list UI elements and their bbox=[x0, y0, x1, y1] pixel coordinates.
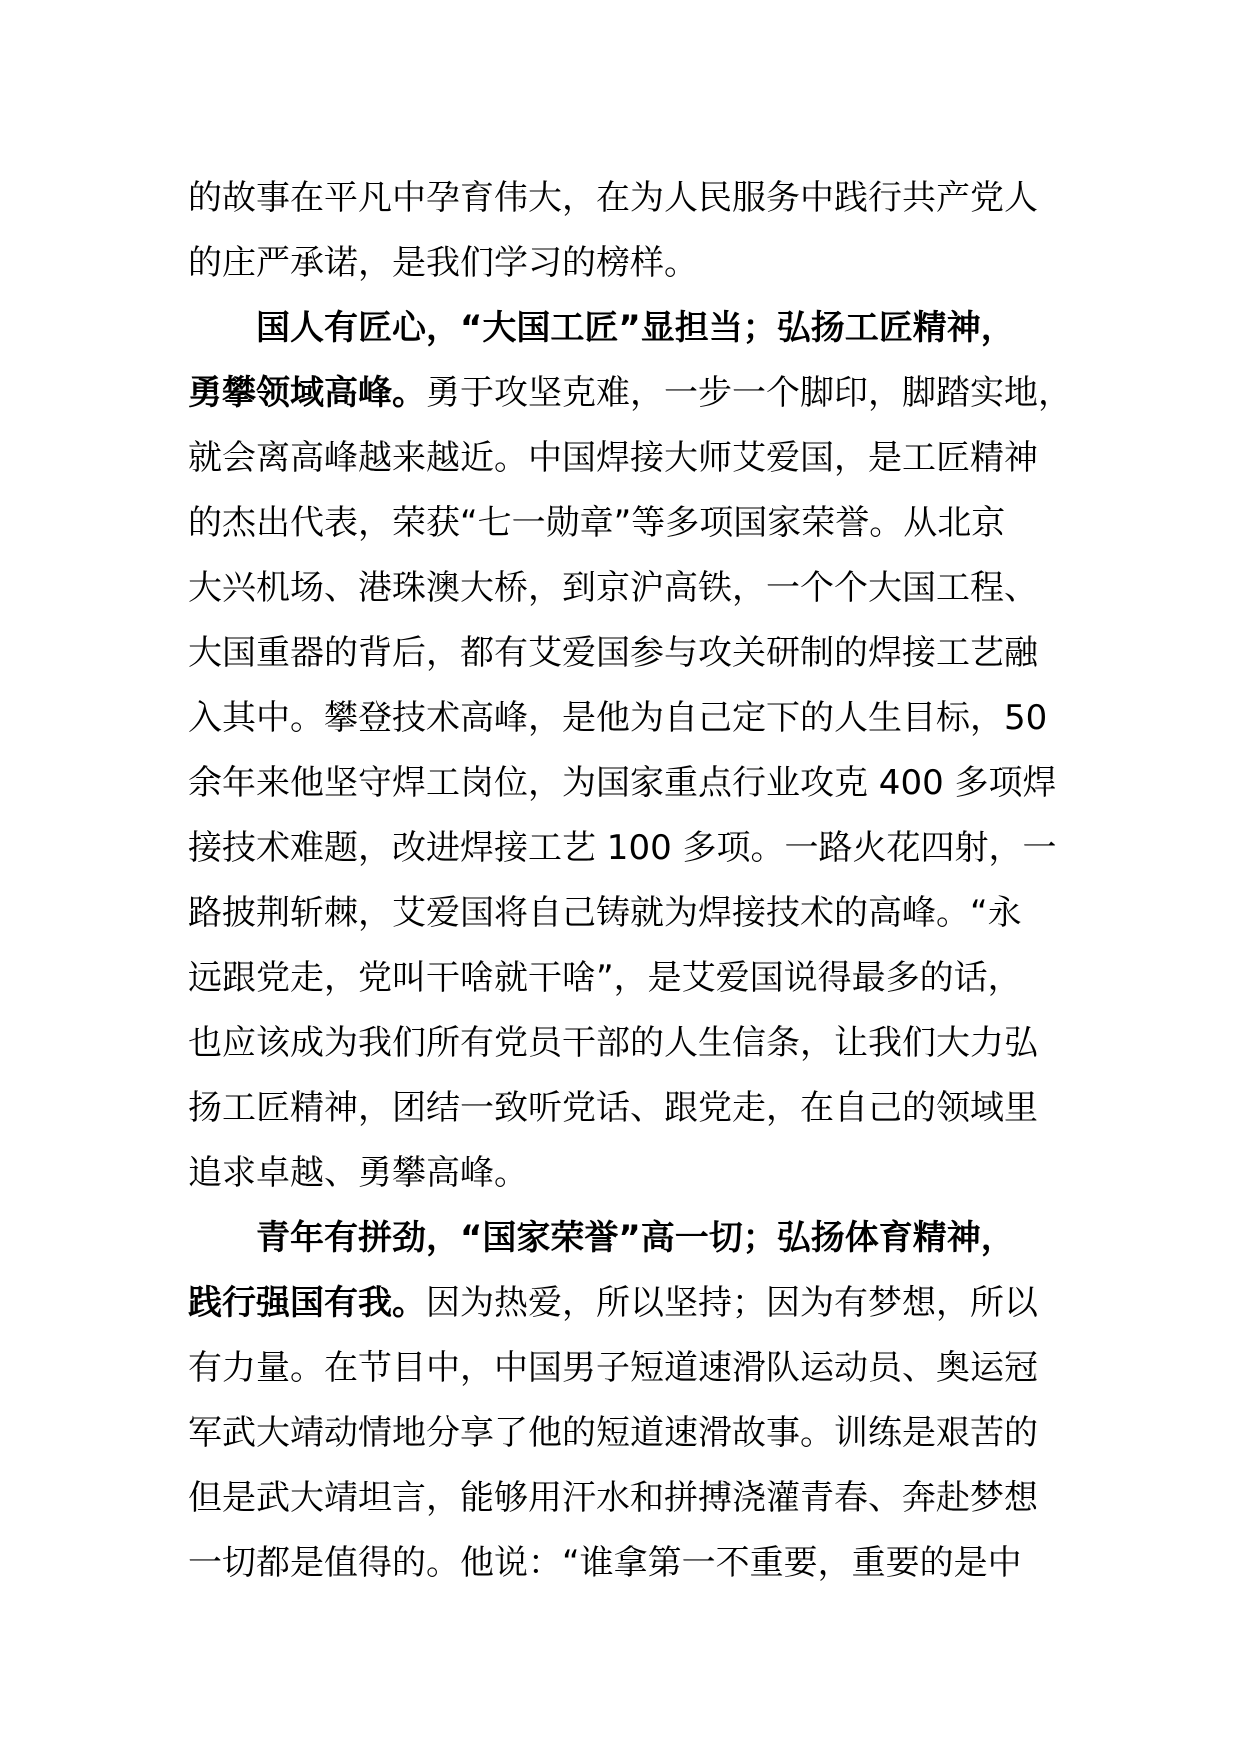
text-line bbox=[188, 1271, 1088, 1336]
text-line: 的故事在平凡中孕育伟大，在为人民服务中践行共产党人 bbox=[188, 178, 1038, 218]
paragraph-heading-line bbox=[188, 296, 1088, 361]
text-line: 的庄严承诺，是我们学习的榜样。 bbox=[188, 243, 698, 283]
document-body bbox=[188, 166, 1088, 1596]
text-line: 余年来他坚守焊工岗位，为国家重点行业攻克 400 多项焊 bbox=[188, 763, 1057, 803]
body-text: 勇于攻坚克难，一步一个脚印，脚踏实地， bbox=[426, 373, 1072, 413]
text-line: 但是武大靖坦言，能够用汗水和拼搏浇灌青春、奔赴梦想 bbox=[188, 1478, 1038, 1518]
text-line: 一切都是值得的。他说：“谁拿第一不重要，重要的是中 bbox=[188, 1543, 1022, 1583]
text-line: 的杰出代表，荣获“七一勋章”等多项国家荣誉。从北京 bbox=[188, 503, 1006, 543]
bold-heading-text: 践行强国有我。 bbox=[188, 1283, 426, 1323]
text-line: 远跟党走，党叫干啥就干啥”，是艾爱国说得最多的话， bbox=[188, 958, 1022, 998]
text-line bbox=[188, 361, 1088, 426]
text-line: 大兴机场、港珠澳大桥，到京沪高铁，一个个大国工程、 bbox=[188, 568, 1038, 608]
text-line: 入其中。攀登技术高峰，是他为自己定下的人生目标，50 bbox=[188, 698, 1048, 738]
text-line: 路披荆斩棘，艾爱国将自己铸就为焊接技术的高峰。“永 bbox=[188, 893, 1022, 933]
bold-heading-text: 国人有匠心，“大国工匠”显担当；弘扬工匠精神， bbox=[256, 308, 1015, 348]
text-line: 接技术难题，改进焊接工艺 100 多项。一路火花四射，一 bbox=[188, 828, 1057, 868]
text-line: 追求卓越、勇攀高峰。 bbox=[188, 1153, 528, 1193]
text-line: 有力量。在节目中，中国男子短道速滑队运动员、奥运冠 bbox=[188, 1348, 1038, 1388]
paragraph-heading-line bbox=[188, 1206, 1088, 1271]
text-line: 扬工匠精神，团结一致听党话、跟党走，在自己的领域里 bbox=[188, 1088, 1038, 1128]
bold-heading-text: 青年有拼劲，“国家荣誉”高一切；弘扬体育精神， bbox=[256, 1218, 1015, 1258]
text-line: 大国重器的背后，都有艾爱国参与攻关研制的焊接工艺融 bbox=[188, 633, 1038, 673]
text-line: 军武大靖动情地分享了他的短道速滑故事。训练是艰苦的 bbox=[188, 1413, 1038, 1453]
text-line: 就会离高峰越来越近。中国焊接大师艾爱国，是工匠精神 bbox=[188, 438, 1038, 478]
text-line: 也应该成为我们所有党员干部的人生信条，让我们大力弘 bbox=[188, 1023, 1038, 1063]
body-text: 因为热爱，所以坚持；因为有梦想，所以 bbox=[426, 1283, 1038, 1323]
bold-heading-text: 勇攀领域高峰。 bbox=[188, 373, 426, 413]
